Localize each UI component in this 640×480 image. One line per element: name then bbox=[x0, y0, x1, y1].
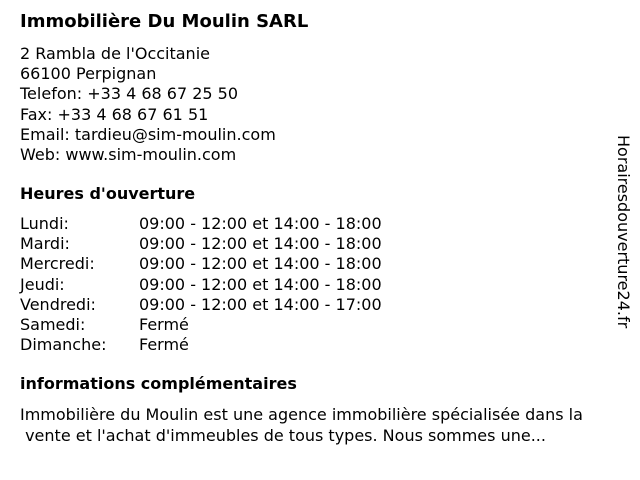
day-label: Vendredi: bbox=[20, 294, 96, 314]
day-hours: Fermé bbox=[139, 314, 189, 334]
hours-row-sunday bbox=[20, 335, 440, 355]
hours-heading: Heures d'ouverture bbox=[20, 184, 196, 203]
day-label: Mercredi: bbox=[20, 254, 95, 274]
description-line-2: vente et l'achat d'immeubles de tous types. Nous sommes une... bbox=[20, 426, 546, 445]
address-street: 2 Rambla de l'Occitanie bbox=[20, 44, 210, 63]
info-description bbox=[20, 404, 632, 446]
hours-row-monday bbox=[20, 214, 440, 234]
email-line: Email: tardieu@sim-moulin.com bbox=[20, 124, 276, 144]
phone-line: Telefon: +33 4 68 67 25 50 bbox=[20, 84, 239, 104]
hours-row-tuesday bbox=[20, 234, 440, 254]
day-hours: 09:00 - 12:00 et 14:00 - 18:00 bbox=[139, 234, 382, 254]
hours-table bbox=[20, 214, 440, 355]
day-hours: Fermé bbox=[139, 335, 189, 355]
day-label: Mardi: bbox=[20, 234, 70, 254]
day-hours: 09:00 - 12:00 et 14:00 - 18:00 bbox=[139, 214, 382, 233]
site-watermark: Horairesdouverture24.fr bbox=[614, 135, 633, 329]
day-label: Jeudi: bbox=[20, 274, 65, 294]
day-hours: 09:00 - 12:00 et 14:00 - 18:00 bbox=[139, 274, 382, 294]
day-label: Samedi: bbox=[20, 314, 86, 334]
business-title: Immobilière Du Moulin SARL bbox=[20, 11, 309, 32]
contact-block bbox=[20, 44, 276, 165]
day-label: Lundi: bbox=[20, 214, 69, 233]
day-hours: 09:00 - 12:00 et 14:00 - 18:00 bbox=[139, 254, 382, 274]
web-line: Web: www.sim-moulin.com bbox=[20, 144, 237, 164]
hours-row-wednesday bbox=[20, 254, 440, 274]
info-heading: informations complémentaires bbox=[20, 374, 297, 393]
day-label: Dimanche: bbox=[20, 335, 107, 355]
hours-row-friday bbox=[20, 295, 440, 315]
fax-line: Fax: +33 4 68 67 61 51 bbox=[20, 104, 209, 124]
description-line-1: Immobilière du Moulin est une agence immobilière spécialisée dans la bbox=[20, 405, 583, 424]
address-city: 66100 Perpignan bbox=[20, 64, 157, 84]
hours-row-thursday bbox=[20, 275, 440, 295]
day-hours: 09:00 - 12:00 et 14:00 - 17:00 bbox=[139, 294, 382, 314]
hours-row-saturday bbox=[20, 315, 440, 335]
